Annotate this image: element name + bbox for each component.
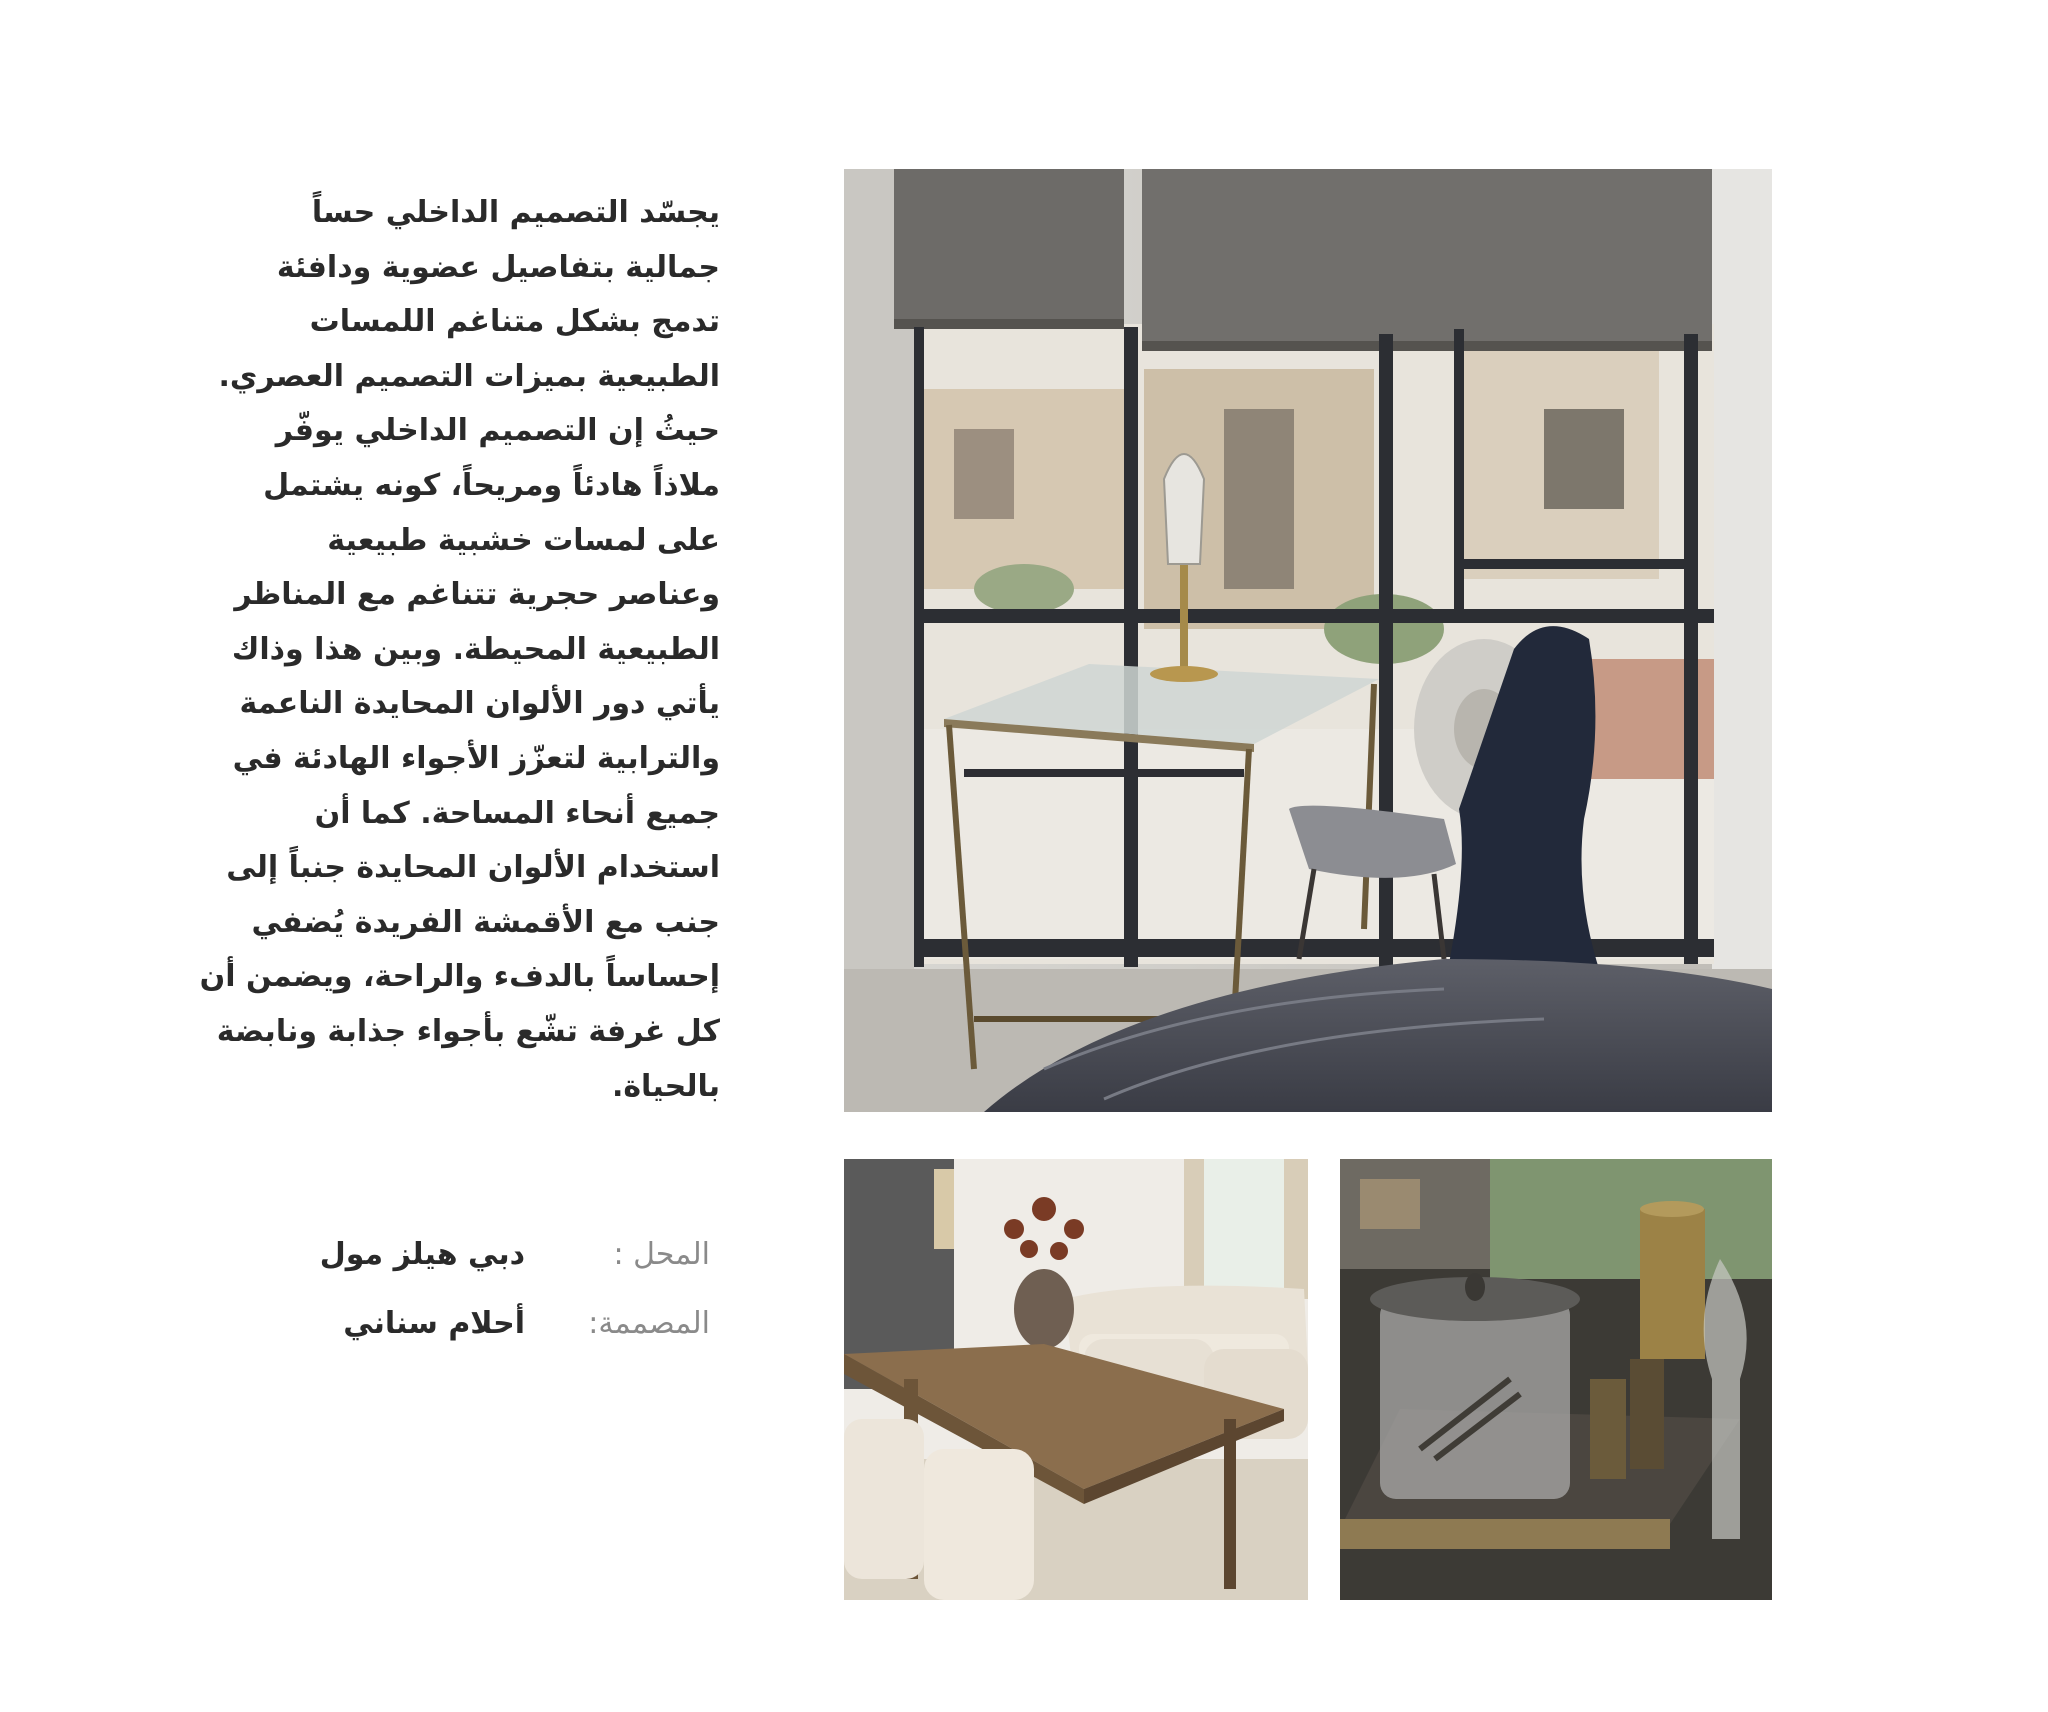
body-line: جمالية بتفاصيل عضوية ودافئة bbox=[276, 249, 720, 285]
body-line: على لمسات خشبية طبيعية bbox=[327, 522, 720, 558]
article-body bbox=[120, 186, 720, 1114]
body-line: جميع أنحاء المساحة. كما أن bbox=[314, 795, 720, 831]
body-line: يأتي دور الألوان المحايدة الناعمة bbox=[239, 686, 720, 722]
location-value: دبي هيلز مول bbox=[319, 1237, 525, 1272]
table-setting-photo bbox=[1340, 1159, 1772, 1600]
body-line: الطبيعية المحيطة. وبين هذا وذاك bbox=[231, 631, 720, 667]
body-line: كل غرفة تشّع بأجواء جذابة ونابضة bbox=[216, 1013, 720, 1049]
bedroom-photo bbox=[844, 169, 1772, 1112]
body-line: حيثُ إن التصميم الداخلي يوفّر bbox=[275, 413, 720, 449]
body-line: بالحياة. bbox=[611, 1068, 720, 1104]
designer-value: أحلام سناني bbox=[343, 1306, 525, 1341]
body-line: جنب مع الأقمشة الفريدة يُضفي bbox=[251, 904, 720, 940]
location-label: المحل : bbox=[613, 1237, 710, 1272]
body-line: والترابية لتعزّز الأجواء الهادئة في bbox=[232, 740, 720, 776]
body-line: إحساساً بالدفء والراحة، ويضمن أن bbox=[199, 959, 720, 995]
dining-room-photo bbox=[844, 1159, 1308, 1600]
body-line: ملاذاً هادئاً ومريحاً، كونه يشتمل bbox=[263, 467, 720, 503]
body-line: تدمج بشكل متناغم اللمسات bbox=[309, 304, 720, 340]
body-line: استخدام الألوان المحايدة جنباً إلى bbox=[226, 850, 720, 886]
body-line: وعناصر حجرية تتناغم مع المناظر bbox=[234, 577, 720, 613]
body-line: الطبيعية بميزات التصميم العصري. bbox=[218, 358, 720, 394]
designer-label: المصممة: bbox=[588, 1306, 710, 1341]
body-line: يجسّد التصميم الداخلي حساً bbox=[311, 195, 720, 230]
